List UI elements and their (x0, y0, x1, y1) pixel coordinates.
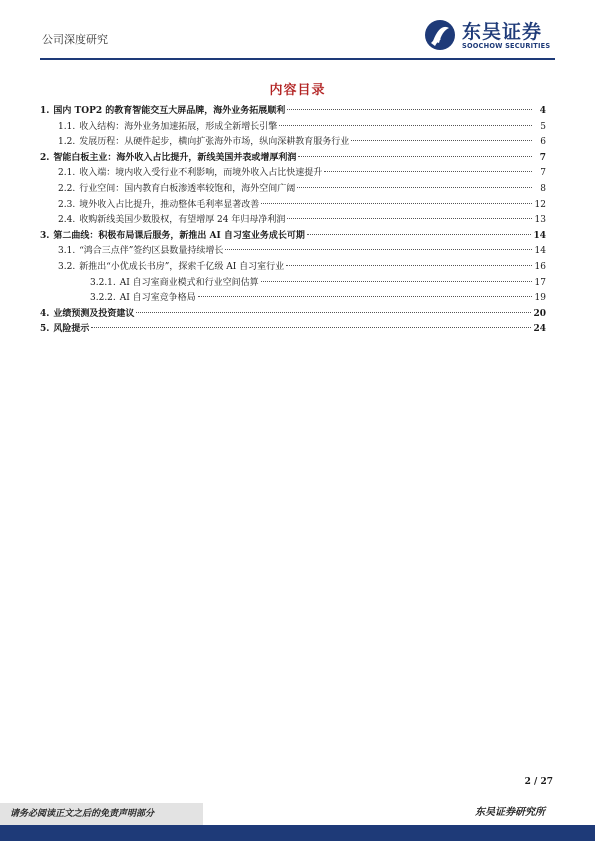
toc-title: 内容目录 (269, 83, 326, 98)
toc-entry-page: 24 (533, 324, 546, 335)
toc-entry-title: 新推出“小优成长书房”，探索千亿级 AI 自习室行业 (79, 261, 285, 272)
toc-entry-number: 3.2.1. (90, 277, 116, 288)
toc-entry-title: 收入端：境内收入受行业不利影响，而境外收入占比快速提升 (79, 168, 323, 179)
toc-entry-number: 3. (40, 230, 50, 241)
toc-entry-page: 5 (540, 121, 546, 132)
toc-entry-title: AI 自习室商业模式和行业空间估算 (119, 277, 259, 288)
toc-entry-title: AI 自习室竞争格局 (119, 293, 196, 304)
toc-entry[interactable] (40, 307, 546, 323)
disclaimer-note: 请务必阅读正文之后的免责声明部分 (0, 803, 203, 825)
toc-entry-number: 2.1. (58, 168, 76, 179)
toc-entry-number: 1.2. (58, 137, 76, 148)
toc-entry-page: 7 (540, 168, 546, 179)
logo-chinese-name: 东吴证券 (462, 21, 543, 43)
toc-entry-number: 1.1. (58, 121, 76, 132)
toc-entry-number: 4. (40, 308, 50, 319)
toc-leader-dots (298, 156, 532, 157)
toc-entry-page: 12 (534, 199, 546, 210)
toc-entry-page: 7 (539, 152, 546, 163)
toc-entry[interactable] (40, 120, 546, 136)
toc-leader-dots (307, 234, 532, 235)
page-number: 2 / 27 (524, 777, 553, 787)
toc-entry-number: 2. (40, 152, 50, 163)
toc-entry-number: 3.2.2. (90, 293, 116, 304)
toc-leader-dots (198, 296, 532, 297)
toc-entry-title: 发展历程：从硬件起步，横向扩张海外市场，纵向深耕教育服务行业 (79, 137, 350, 148)
toc-leader-dots (286, 265, 532, 266)
toc-entry[interactable] (40, 322, 546, 338)
toc-entry-page: 17 (534, 277, 546, 288)
toc-entry-number: 2.3. (58, 199, 76, 210)
toc-entry-page: 8 (540, 183, 546, 194)
toc-leader-dots (351, 140, 532, 141)
toc-entry-title: 境外收入占比提升，推动整体毛利率显著改善 (79, 199, 260, 210)
toc-entry-number: 2.2. (58, 183, 76, 194)
research-institute: 东吴证券研究所 (475, 807, 545, 818)
logo-english-name: SOOCHOW SECURITIES (462, 42, 551, 50)
toc-leader-dots (287, 218, 532, 219)
toc-entry-page: 16 (534, 261, 546, 272)
toc-leader-dots (91, 327, 531, 328)
toc-entry[interactable] (40, 198, 546, 214)
toc-entry-title: 国内 TOP2 的教育智能交互大屏品牌，海外业务拓展顺利 (53, 106, 286, 116)
toc-entry[interactable] (40, 276, 546, 292)
toc-entry[interactable] (40, 166, 546, 182)
toc-entry-title: 第二曲线：积极布局课后服务，新推出 AI 自习室业务成长可期 (53, 230, 305, 241)
toc-entry-page: 20 (533, 308, 546, 319)
toc-entry-title: “鸿合三点伴”签约区县数量持续增长 (79, 246, 224, 257)
toc-leader-dots (279, 125, 532, 126)
report-type-label: 公司深度研究 (42, 33, 108, 46)
toc-entry-title: 风险提示 (53, 324, 90, 335)
toc-entry-page: 14 (534, 246, 546, 257)
toc-entry[interactable] (40, 151, 546, 167)
toc-leader-dots (297, 187, 532, 188)
footer-bar (0, 825, 595, 841)
toc-entry[interactable] (40, 229, 546, 245)
toc-leader-dots (287, 109, 532, 110)
toc-entry-number: 1. (40, 106, 50, 116)
toc-leader-dots (324, 171, 532, 172)
toc-entry-title: 智能白板主业：海外收入占比提升，新线美国并表或增厚利润 (53, 152, 297, 163)
toc-entry-page: 13 (534, 215, 546, 226)
toc-entry-page: 19 (534, 293, 546, 304)
toc-entry-page: 4 (539, 106, 546, 116)
toc-leader-dots (261, 281, 532, 282)
header-divider (40, 58, 555, 60)
toc-entry[interactable] (40, 104, 546, 120)
toc-entry[interactable] (40, 213, 546, 229)
toc-entry[interactable] (40, 260, 546, 276)
toc-entry-title: 收入结构：海外业务加速拓展，形成全新增长引擎 (79, 121, 278, 132)
toc-entry[interactable] (40, 291, 546, 307)
toc-entry-page: 6 (540, 137, 546, 148)
toc-leader-dots (261, 203, 532, 204)
toc-entry-page: 14 (533, 230, 546, 241)
toc-leader-dots (225, 249, 532, 250)
logo-mark-icon (424, 19, 456, 51)
toc-entry-number: 5. (40, 324, 50, 335)
company-logo (424, 17, 559, 55)
toc-entry-number: 2.4. (58, 215, 76, 226)
toc-entry-title: 业绩预测及投资建议 (53, 308, 135, 319)
table-of-contents (40, 104, 546, 338)
toc-leader-dots (136, 312, 531, 313)
toc-entry-title: 行业空间：国内教育白板渗透率较饱和，海外空间广阔 (79, 183, 296, 194)
toc-entry-title: 收购新线美国少数股权，有望增厚 24 年归母净利润 (79, 215, 286, 226)
toc-entry[interactable] (40, 135, 546, 151)
toc-entry[interactable] (40, 182, 546, 198)
toc-entry[interactable] (40, 244, 546, 260)
toc-entry-number: 3.2. (58, 261, 76, 272)
toc-entry-number: 3.1. (58, 246, 76, 257)
